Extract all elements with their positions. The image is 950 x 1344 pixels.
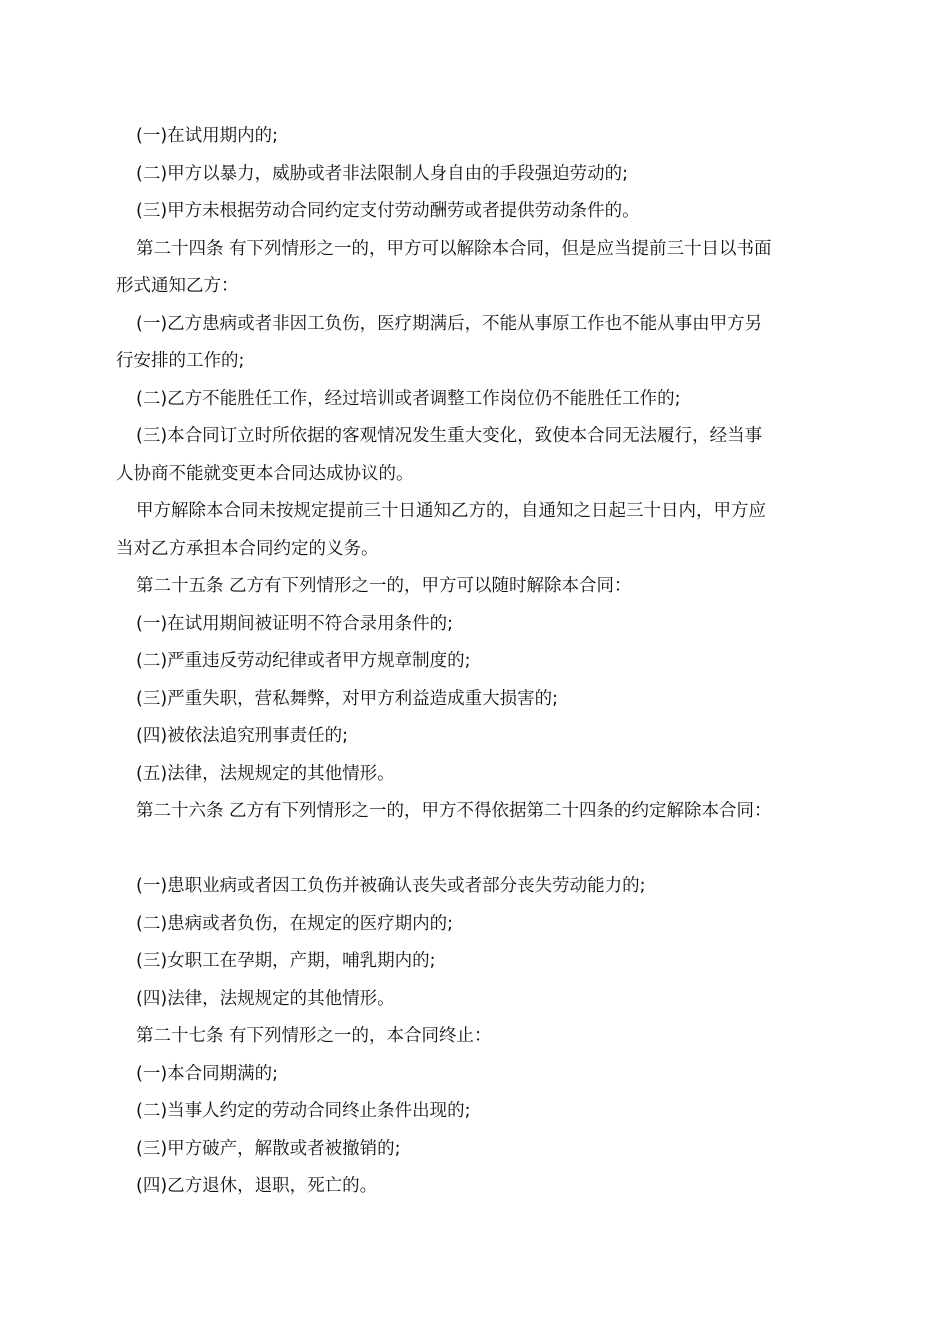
- article-24-continuation: 形式通知乙方：: [116, 276, 239, 296]
- article-26-heading: 第二十六条 乙方有下列情形之一的，甲方不得依据第二十四条的约定解除本合同：: [136, 801, 772, 821]
- clause-item: (三)女职工在孕期，产期，哺乳期内的;: [136, 951, 436, 971]
- clause-item: (二)甲方以暴力，威胁或者非法限制人身自由的手段强迫劳动的;: [136, 163, 629, 184]
- blank-line: [116, 831, 838, 869]
- clause-item: (三)严重失职，营私舞弊，对甲方利益造成重大损害的;: [136, 688, 559, 709]
- clause-item: (一)乙方患病或者非因工负伤，医疗期满后，不能从事原工作也不能从事由甲方另: [136, 313, 763, 334]
- clause-item: (四)法律，法规规定的其他情形。: [136, 988, 395, 1009]
- paragraph: 甲方解除本合同未按规定提前三十日通知乙方的，自通知之日起三十日内，甲方应: [136, 501, 766, 521]
- clause-item: (二)患病或者负伤，在规定的医疗期内的;: [136, 913, 454, 934]
- clause-item: (一)本合同期满的;: [136, 1063, 279, 1084]
- clause-item-continuation: 人协商不能就变更本合同达成协议的。: [116, 463, 414, 484]
- clause-item: (三)甲方破产，解散或者被撤销的;: [136, 1138, 401, 1159]
- paragraph-continuation: 当对乙方承担本合同约定的义务。: [116, 538, 379, 559]
- clause-item: (二)严重违反劳动纪律或者甲方规章制度的;: [136, 651, 471, 671]
- clause-item: (四)被依法追究刑事责任的;: [136, 726, 349, 746]
- clause-item: (一)在试用期内的;: [136, 126, 279, 146]
- clause-item: (一)患职业病或者因工负伤并被确认丧失或者部分丧失劳动能力的;: [136, 876, 646, 896]
- article-24-heading: 第二十四条 有下列情形之一的，甲方可以解除本合同，但是应当提前三十日以书面: [136, 238, 772, 259]
- clause-item: (二)乙方不能胜任工作，经过培训或者调整工作岗位仍不能胜任工作的;: [136, 388, 681, 409]
- article-25-heading: 第二十五条 乙方有下列情形之一的，甲方可以随时解除本合同：: [136, 576, 632, 596]
- article-27-heading: 第二十七条 有下列情形之一的，本合同终止：: [136, 1026, 492, 1046]
- clause-item: (三)甲方未根据劳动合同约定支付劳动酬劳或者提供劳动条件的。: [136, 201, 640, 221]
- document-page: [116, 118, 838, 1206]
- clause-item: (三)本合同订立时所依据的客观情况发生重大变化，致使本合同无法履行，经当事: [136, 426, 763, 446]
- clause-item: (五)法律，法规规定的其他情形。: [136, 763, 395, 784]
- clause-item-continuation: 行安排的工作的;: [116, 351, 245, 371]
- clause-item: (四)乙方退休，退职，死亡的。: [136, 1176, 378, 1196]
- clause-item: (一)在试用期间被证明不符合录用条件的;: [136, 613, 454, 634]
- clause-item: (二)当事人约定的劳动合同终止条件出现的;: [136, 1101, 471, 1121]
